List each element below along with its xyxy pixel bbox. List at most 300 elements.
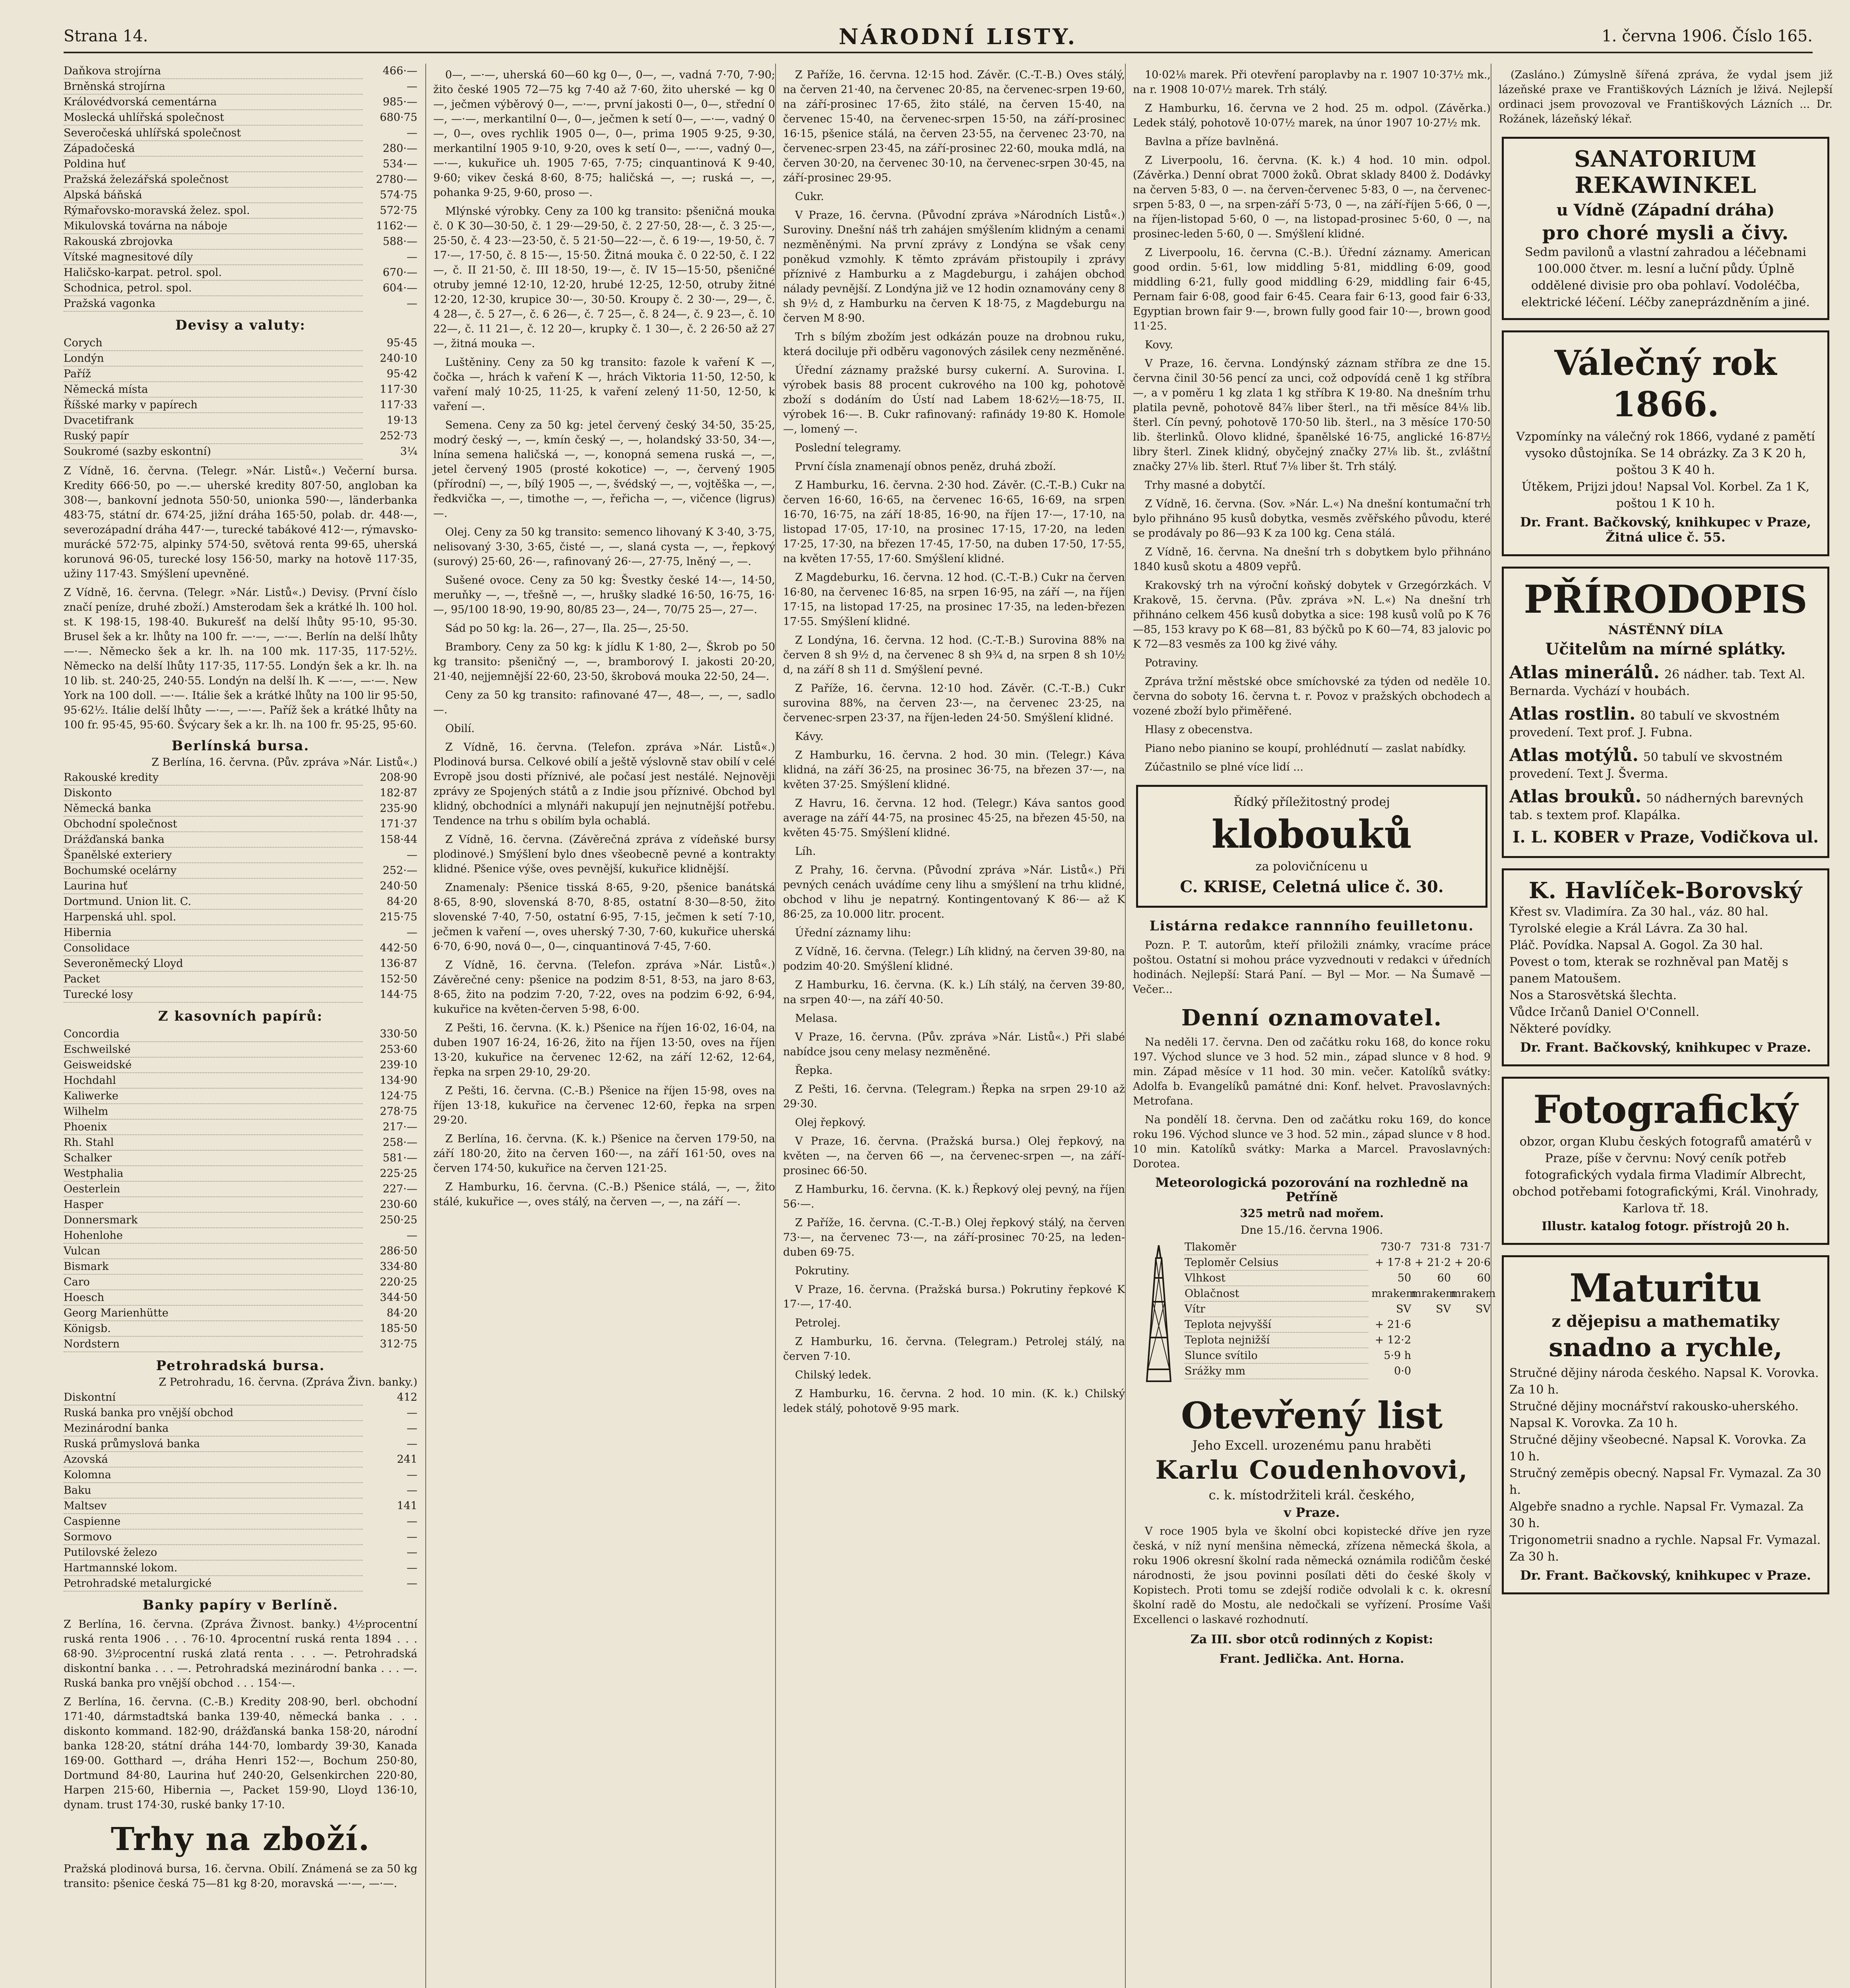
- row-label: Rh. Stahl: [64, 1135, 363, 1151]
- row-label: Donnersmark: [64, 1213, 363, 1228]
- row-label: Dvacetifrank: [64, 413, 363, 429]
- meteo-row: [1185, 1271, 1491, 1286]
- row-value: 240·10: [380, 352, 417, 365]
- war-text: Vzpomínky na válečný rok 1866, vydané z pamětí vysoko důstojníka. Se 14 obrázky. Za 3 K 20 h, poštou 3 K 40 h.: [1516, 430, 1815, 477]
- row-label: Rakouské kredity: [64, 770, 363, 786]
- list-item: Povest o tom, kterak se rozhněval pan Matěj s panem Matoušem.: [1509, 955, 1788, 986]
- article-paragraph: Z Paříže, 16. června. 12·15 hod. Závěr. (C.-T.-B.) Oves stálý, na červen 21·40, na červenec 20·85, na červenec-srpen 19·60, na září-prosinec 17·65, žito stálé, na červen 15·40, na červenec 15·40, na červenec-srpen 15·50, na září-prosinec 16·15, pšenice stálá, na červen 23·55, na červenec 23·70, na červenec-srpen 23·45, na září-prosinec 22·60, mouka mdlá, na červen 30·20, na červenec 30·10, na červenec-srpen 30·45, na září-prosinec 29·95.: [783, 69, 1125, 184]
- row-label: Ruský papír: [64, 429, 363, 444]
- nature-atlas-ad: [1502, 567, 1829, 858]
- table-row: [64, 265, 417, 281]
- row-value: 604·—: [382, 282, 417, 294]
- feuilleton-text: Pozn. P. T. autorům, kteří přiložili známky, vracíme práce poštou. Ostatní si mohou práce vyzvednouti v redakci v úředních hodinách. Nejlepší: Stará Paní. — Byl — Mor. — Na Šumavě — Večer...: [1133, 939, 1491, 996]
- sanatorium-title: SANATORIUM REKAWINKEL: [1574, 146, 1757, 198]
- open-letter-addressee: Karlu Coudenhovovi,: [1155, 1455, 1468, 1485]
- row-value: 334·80: [380, 1260, 417, 1273]
- exchange-table: [64, 64, 417, 312]
- article-paragraph: Z Vídně, 16. června. (Sov. »Nár. L.«) Na dnešní kontumační trh bylo přihnáno 95 kusů dobytka, vesměs zvěřského původu, které se prodávaly po 86—93 K za 100 kg. Cena stálá.: [1133, 498, 1491, 540]
- vienna-evening-report: Z Vídně, 16. června. (Telegr. »Nár. Listů«.) Večerní bursa. Kredity 666·50, po —.— uherské kredity 807·50, angloban ka 308·—, bankovní jednota 550·50, unionka 590·—, länderbanka 483·75, státní dr. 674·25, jižní dráha 165·50, polab. dr. 448·—, severozápadní dráha 447·—, turecké tabákové 412·—, rýmavsko-murácké 572·75, alpinky 574·50, světová renta 99·65, uherská korunová 96·05, turecké losy 156·50, marky na hotově 117·35, užiny 117·43. Smýšlení upevněné.: [64, 465, 417, 580]
- row-label: Westphalia: [64, 1166, 363, 1182]
- petro-title: Petrohradská bursa.: [156, 1358, 325, 1374]
- meteo-label: Teplota nejvyšší: [1185, 1317, 1368, 1333]
- article-paragraph: Z Hamburku, 16. června. (Telegram.) Petrolej stálý, na červen 7·10.: [783, 1336, 1125, 1363]
- meteo-body: [1133, 1240, 1496, 1388]
- war-publisher: Dr. Frant. Bačkovský, knihkupec v Praze, Žitná ulice č. 55.: [1520, 514, 1811, 545]
- row-label: Moslecká uhlířská společnost: [64, 110, 363, 126]
- row-value: 286·50: [380, 1245, 417, 1257]
- article-paragraph: Sád po 50 kg: la. 26—, 27—, Ila. 25—, 25·50.: [445, 622, 689, 635]
- atlas-item: [1509, 786, 1822, 824]
- article-paragraph: 0—, —·—, uherská 60—60 kg 0—, 0—, —, vadná 7·70, 7·90; žito české 1905 72—75 kg 7·40 až 7·60, žito uherské — kg 0—, ječmen výběrový 0—, —·—, první jakosti 0—, 0—, střední 0—, —·—, merkantilní 0—, 0—, ječmen k setí 0—, —·—, vadný 0—, 0—, oves rychlik 1905 0—, 0—, prima 1905 9·25, 9·30, merkantilní 1905 9·10, 9·20, oves k setí 0—, —·—, vadný 0—, —·—, kukuřice uh. 1905 7·65, 7·75; cinquantinová K 9·40, 9·60; vikev česká 8·60, 8·75; haličská —, —; ruská —, —, pohanka 9·25, 9·60, proso —.: [433, 69, 775, 199]
- row-label: Říšské marky v papírech: [64, 398, 363, 413]
- row-label: Severoněmecký Lloyd: [64, 956, 363, 972]
- article-paragraph: Potraviny.: [1145, 657, 1198, 669]
- row-value: 278·75: [380, 1105, 417, 1118]
- meteo-table: [1185, 1240, 1496, 1388]
- article-paragraph: Mlýnské výrobky. Ceny za 100 kg transito: pšeničná mouka č. 0 K 30—30·50, č. 1 29·—29·50, č. 2 27·50, 28·—, č. 3 25·—, 25·50, č. 4 23·—23·50, č. 5 21·50—22·—, č. 6 19·—, 19·50, č. 7 17·—, 17·50, č. 8 15·—, 15·50. Žitná mouka č. 0 22·50, č. I 22—, č. II 21·50, č. III 18·50, 19·—, č. IV 15—15·50, pšeničné otruby jemné 12·10, 12·20, hrubé 12·25, 12·50, otruby žitné 12·20, 12·30, krupice 30·—, 30·50. Kroupy č. 2 30·—, 29—, č. 4 28—, č. 5 27—, č. 6 26—, č. 7 25—, č. 8 24—, č. 9 23—, č. 10 22—, č. 11 21—, č. 12 20—, krupky č. 1 30—, č. 2 26·50 až 27—, žitná mouka —.: [433, 205, 775, 350]
- issue-date: 1. června 1906. Číslo 165.: [1602, 27, 1813, 45]
- meteo-subtitle: 325 metrů nad mořem.: [1240, 1207, 1384, 1220]
- meteo-value: 50: [1397, 1272, 1411, 1284]
- list-item: Pláč. Povídka. Napsal A. Gogol. Za 30 hal.: [1509, 938, 1763, 952]
- row-label: Putilovské železo: [64, 1545, 363, 1561]
- article-paragraph: Zúčastnilo se plné více lidí ...: [1145, 761, 1303, 773]
- article-paragraph: Poslední telegramy.: [795, 442, 902, 454]
- table-row: [64, 79, 417, 95]
- meteo-value: [1411, 1364, 1451, 1379]
- article-paragraph: 10·02⅛ marek. Při otevření paroplavby na r. 1907 10·37½ mk., na r. 1908 10·07½ marek. Trh stálý.: [1133, 69, 1491, 96]
- table-row: [64, 770, 417, 786]
- meteo-value: + 12·2: [1375, 1334, 1411, 1346]
- table-row: [64, 367, 417, 382]
- list-item: Vůdce Irčanů Daniel O'Connell.: [1509, 1005, 1700, 1019]
- maturita-ad: [1502, 1255, 1829, 1594]
- small-ad: (Zasláno.) Zúmyslně šířená zpráva, že vydal jsem již lázeňské praxe ve Františkových Lázních je lživá. Nejlepší ordinaci jsem provozoval ve Františkových Lázních ... Dr. Rožánek, lázeňský lékař.: [1499, 69, 1833, 125]
- foto-ad: [1502, 1077, 1829, 1245]
- article-paragraph: Zpráva tržní městské obce smíchovské za týden od neděle 10. června do soboty 16. června t. r. Povoz v pražských obchodech a vozené zboží bylo přiměřené.: [1133, 676, 1491, 717]
- row-label: Brněnská strojírna: [64, 79, 363, 95]
- table-row: [64, 817, 417, 832]
- row-label: Mezinárodní banka: [64, 1421, 363, 1437]
- article-paragraph: Z Berlína, 16. června. (K. k.) Pšenice na červen 179·50, na září 180·20, žito na červen 160·—, na září 161·50, oves na červen 174·50, kukuřice na červen 121·25.: [433, 1133, 775, 1175]
- table-row: [64, 1027, 417, 1042]
- row-label: Kolomna: [64, 1468, 363, 1483]
- list-item: Trigonometrii snadno a rychle. Napsal Fr. Vymazal. Za 30 h.: [1509, 1533, 1821, 1564]
- table-row: [64, 382, 417, 398]
- column-3: [775, 64, 1125, 1988]
- meteo-value: mrakem: [1371, 1287, 1416, 1300]
- maturita-list: [1509, 1365, 1822, 1565]
- berlin3-text: Z Berlína, 16. června. (C.-B.) Kredity 208·90, berl. obchodní 171·40, dármstadtská banka 139·40, německá banka . . . diskonto kommand. 182·90, drážďanská banka 158·20, národní banka 128·20, státní dráha 144·70, lombardy 39·30, Kanada 169·00. Gotthard —, dráha Henri 152·—, Bochum 250·80, Dortmund 84·80, Laurina huť 240·20, Gelsenkirchen 220·80, Harpen 215·60, Hibernia —, Packet 159·90, Lloyd 136·10, dynam. trust 174·30, ruské banky 17·10.: [64, 1696, 417, 1811]
- sanatorium-sub: u Vídně (Západní dráha): [1556, 201, 1775, 219]
- article-paragraph: Z Hamburku, 16. června. 2 hod. 30 min. (Telegr.) Káva klidná, na září 36·25, na prosinec 36·75, na březen 37·—, na květen 37·25. Smýšlení klidné.: [783, 749, 1125, 791]
- maturita-title: Maturitu: [1569, 1266, 1762, 1310]
- foto-text: obzor, organ Klubu českých fotografů amatérů v Praze, píše v červnu: Nový ceník potřeb fotografických vydala firma Vladimír Albrecht, obchod potřebami fotografickými, Král. Vinohrady, Karlova tř. 18.: [1512, 1135, 1819, 1215]
- table-row: [64, 250, 417, 265]
- atlas-item: [1509, 745, 1822, 782]
- article-paragraph: Chilský ledek.: [795, 1369, 872, 1381]
- row-value: 144·75: [380, 988, 417, 1001]
- table-row: [64, 281, 417, 296]
- row-value: —: [407, 1422, 417, 1435]
- row-label: Hohenlohe: [64, 1228, 363, 1244]
- table-row: [64, 398, 417, 413]
- table-row: [64, 1576, 417, 1592]
- atlas-name: Atlas rostlin.: [1509, 704, 1636, 724]
- table-row: [64, 1135, 417, 1151]
- meteo-label: Tlakoměr: [1185, 1240, 1368, 1255]
- table-row: [64, 1151, 417, 1166]
- row-label: Hoesch: [64, 1290, 363, 1306]
- article-paragraph: Krakovský trh na výroční koňský dobytek v Grzegórzkách. V Krakově, 15. června. (Pův. zpráva »N. L.«) Na dnešní trh přihnáno celkem 456 kusů dobytka a sice: 198 kusů volů po K 76—85, 153 kravy po K 68—81, 83 býčků po K 60—74, 83 jalovic po K 72—83 vesměs za 100 kg živé váhy.: [1133, 579, 1491, 650]
- havlicek-list: [1509, 904, 1822, 1037]
- article-paragraph: Z Paříže, 16. června. 12·10 hod. Závěr. (C.-T.-B.) Cukr surovina 88%, na červen 23·—, na červenec 23·25, na červenec-srpen 23·37, na říjen-leden 24·50. Smýšlení klidné.: [783, 682, 1125, 724]
- table-row: [64, 879, 417, 894]
- row-value: —: [407, 849, 417, 861]
- row-label: Bismark: [64, 1259, 363, 1275]
- article-paragraph: Z Vídně, 16. června. (Telegr.) Líh klidný, na červen 39·80, na podzim 40·20. Smýšlení klidné.: [783, 945, 1125, 973]
- row-value: 84·20: [386, 1307, 417, 1319]
- article-paragraph: Z Hamburku, 16. června. (K. k.) Řepkový olej pevný, na říjen 56·—.: [783, 1183, 1125, 1210]
- open-letter-rank: c. k. místodržiteli král. českého,: [1208, 1487, 1415, 1503]
- article-paragraph: V Praze, 16. června. (Pův. zpráva »Nár. Listů«.) Při slabé nabídce jsou ceny melasy nezměněné.: [783, 1031, 1125, 1058]
- table-row: [64, 1089, 417, 1104]
- havlicek-ad: [1502, 868, 1829, 1066]
- article-paragraph: Z Hamburku, 16. června. (K. k.) Líh stálý, na červen 39·80, na srpen 40·—, na září 40·50.: [783, 979, 1125, 1006]
- row-value: 124·75: [380, 1090, 417, 1102]
- atlas-text: 80 tabulí ve skvostném provedení. Text prof. J. Fubna.: [1509, 709, 1780, 740]
- row-value: 250·25: [380, 1214, 417, 1226]
- row-value: 985·—: [382, 96, 417, 108]
- oznam-title: Denní oznamovatel.: [1181, 1005, 1443, 1031]
- row-label: Španělské exteriery: [64, 848, 363, 863]
- table-row: [64, 1406, 417, 1421]
- meteo-label: Teplota nejnižší: [1185, 1333, 1368, 1348]
- column-1: [64, 64, 417, 1988]
- row-value: 225·25: [380, 1167, 417, 1180]
- row-label: Pražská železářská společnost: [64, 172, 363, 188]
- article-paragraph: Olej. Ceny za 50 kg transito: semenco lihovaný K 3·40, 3·75, nelisovaný 3·30, 3·65, čisté —, —, slaná cysta —, —, řepkový (surový) 25·60, 26·—, rafinovaný 26·—, 27·75, lněný —, —.: [433, 526, 775, 568]
- table-row: [64, 801, 417, 817]
- article-paragraph: Z Londýna, 16. června. 12 hod. (C.-T.-B.) Surovina 88% na červen 8 sh 9½ d, na červenec 8 sh 9¾ d, na srpen 8 sh 10½ d, na září 8 sh 11 d. Smýšlení pevné.: [783, 634, 1125, 676]
- atlas-item: [1509, 662, 1822, 700]
- table-row: [64, 894, 417, 910]
- table-row: [64, 1058, 417, 1073]
- list-item: Tyrolské elegie a Král Lávra. Za 30 hal.: [1509, 922, 1748, 936]
- table-row: [64, 351, 417, 367]
- article-paragraph: Z Hamburku, 16. června ve 2 hod. 25 m. odpol. (Závěrka.) Ledek stálý, pohotově 10·07½ marek, na únor 1907 10·27½ mk.: [1133, 102, 1491, 129]
- article-paragraph: Olej řepkový.: [795, 1116, 866, 1129]
- table-row: [64, 1182, 417, 1197]
- meteo-row: [1185, 1317, 1491, 1333]
- table-row: [64, 863, 417, 879]
- meteo-row: [1185, 1364, 1491, 1379]
- row-label: Turecké losy: [64, 987, 363, 1003]
- foto-title: Fotografický: [1533, 1087, 1798, 1132]
- row-value: 230·60: [380, 1198, 417, 1211]
- row-label: Baku: [64, 1483, 363, 1499]
- atlas-text: 50 tabulí ve skvostném provedení. Text J. Šverma.: [1509, 750, 1783, 781]
- row-label: Caro: [64, 1275, 363, 1290]
- open-letter-text: V roce 1905 byla ve školní obci kopistecké dříve jen ryze česká, v níž nyní menšina německá, zřízena německá škola, a roku 1906 okresní školní rada německá oznámila rodičům české národnosti, že jsou povinni posílati děti do české školy v Kopistech. Proti tomu se zdejší rodiče odvolali k c. k. okresní školní radě do Mostu, ale nedočkali se vyřízení. Prosíme Vaši Excellenci o laskavé rozhodnutí.: [1133, 1525, 1491, 1626]
- row-value: —: [407, 80, 417, 93]
- table-row: [64, 413, 417, 429]
- petro-subtitle: Z Petrohradu, 16. června. (Zpráva Živn. banky.): [159, 1376, 417, 1388]
- meteo-value: 730·7: [1380, 1241, 1411, 1253]
- table-row: [64, 1530, 417, 1545]
- row-label: Poldina huť: [64, 157, 363, 172]
- maturita-publisher: Dr. Frant. Bačkovský, knihkupec v Praze.: [1520, 1568, 1811, 1583]
- row-value: —: [407, 1515, 417, 1528]
- row-label: Kaliwerke: [64, 1089, 363, 1104]
- article-paragraph: V Praze, 16. června. Londýnský záznam stříbra ze dne 15. června činil 30·56 pencí za unci, což odpovídá ceně 1 kg stříbra —, a v poměru 1 kg zlata 1 kg stříbra K 19·80. Na dnešním trhu platila pevně, pohotově 84⅞ liber šterl., na tři měsíce 84⅛ lib. šterl. Cín pevný, pohotově 170·50 lib. šterl., na 3 měsíce 170·50 lib. šterlinků. Olovo klidné, španělské 16·75, anglické 16·87½ libry šterl. Zinek klidný, obyčejný značky 27⅛ lib. št., zvláštní značky 27⅛ lib. šterl. Rtuť 7⅛ liber št. Trh stálý.: [1133, 357, 1491, 473]
- atlas-name: Atlas brouků.: [1509, 786, 1642, 807]
- article-paragraph: Ceny za 50 kg transito: rafinované 47—, 48—, —, —, sadlo —.: [433, 689, 775, 716]
- row-value: 208·90: [380, 771, 417, 784]
- meteo-label: Teploměr Celsius: [1185, 1255, 1368, 1271]
- open-letter-city: v Praze.: [1284, 1505, 1340, 1520]
- hats-post: za polovičnícenu u: [1255, 860, 1368, 874]
- maturita-sub2: snadno a rychle,: [1549, 1333, 1782, 1363]
- article-paragraph: Z Vídně, 16. června. Na dnešní trh s dobytkem bylo přihnáno 1840 kusů skotu a 4809 vepřů.: [1133, 546, 1491, 573]
- row-value: —: [407, 1407, 417, 1419]
- meteo-label: Vítr: [1185, 1302, 1368, 1317]
- feuilleton-title: Listárna redakce rannního feuilletonu.: [1149, 918, 1474, 934]
- row-label: Ruská banka pro vnější obchod: [64, 1406, 363, 1421]
- row-label: Phoenix: [64, 1120, 363, 1135]
- table-row: [64, 1104, 417, 1120]
- nature-title: PŘÍRODOPIS: [1524, 577, 1807, 622]
- row-value: 95·45: [386, 337, 417, 349]
- row-label: Schalker: [64, 1151, 363, 1166]
- article-paragraph: Trh s bílým zbožím jest odkázán pouze na drobnou ruku, která dociluje při odběru vagonových zásilek ceny nezměněné.: [783, 331, 1125, 358]
- table-row: [64, 1166, 417, 1182]
- meteo-value: + 17·8: [1375, 1256, 1411, 1269]
- table-row: [64, 1452, 417, 1468]
- column-4: [1125, 64, 1496, 1988]
- table-row: [64, 95, 417, 110]
- row-label: Rýmařovsko-moravská želez. spol.: [64, 203, 363, 219]
- table-row: [64, 1197, 417, 1213]
- row-value: 280·—: [382, 142, 417, 155]
- row-label: Severočeská uhlířská společnost: [64, 126, 363, 141]
- meteo-value: SV: [1436, 1303, 1451, 1315]
- article-paragraph: Brambory. Ceny za 50 kg: k jídlu K 1·80, 2—, Škrob po 50 kg transito: pšeničný —, —, bramborový I. jakosti 20·20, 21·40, nejjemnější 22·60, 23·50, škrobová mouka 22·50, 24—.: [433, 641, 775, 683]
- article-paragraph: Líh.: [795, 845, 816, 858]
- row-value: 235·90: [380, 802, 417, 815]
- article-paragraph: Z Hamburku, 16. června. 2·30 hod. Závěr. (C.-T.-B.) Cukr na červen 16·60, 16·65, na červenec 16·65, 16·69, na srpen 16·70, 16·75, na září 18·85, 16·90, na říjen 17·—, 17·10, na listopad 17·05, 17·10, na prosinec 17·15, 17·20, na leden 17·25, 17·30, na březen 17·45, 17·50, na duben 17·50, 17·55, na květen 17·55, 17·60. Smýšlení klidné.: [783, 479, 1125, 565]
- table-row: [64, 1321, 417, 1337]
- row-value: 253·60: [380, 1043, 417, 1056]
- row-value: —: [407, 926, 417, 939]
- vienna-devisy-report: Z Vídně, 16. června. (Telegr. »Nár. Listů«.) Devisy. (První číslo značí peníze, druhé zboží.) Amsterodam šek a krátké lh. 100 hol. st. K 198·15, 198·40. Bukurešť na delší lhůty 95·10, 95·30. Brusel šek a kr. lhůty na 100 fr. —·—, —·—. Berlín na delší lhůty —·—. Německo šek a kr. lh. na 100 mk. 117·35, 117·52½. Německo na delší lhůty 117·35, 117·55. Londýn šek a kr. lh. na 10 lib. st. 240·25, 240·55. Londýn na delší lh. K —·—, —·—. New York na 100 doll. —·—. Itálie šek a krátké lhůty na 100 lir 95·50, 95·62½. Itálie delší lhůty —·—, —·—. Paříž šek a krátké lhůty na 100 fr. 95·45, 95·60. Švýcary šek a kr. lh. na 100 fr. 95·25, 95·60.: [64, 586, 417, 731]
- berlin2-title: Banky papíry v Berlíně.: [142, 1597, 339, 1613]
- meteo-row: [1185, 1302, 1491, 1317]
- article-paragraph: Z Paříže, 16. června. (C.-T.-B.) Olej řepkový stálý, na červen 73·—, na červenec 73·—, na září-prosinec 70·25, na leden-duben 69·75.: [783, 1217, 1125, 1258]
- table-row: [64, 941, 417, 956]
- hats-firm: C. KRISE, Celetná ulice č. 30.: [1180, 878, 1444, 896]
- table-row: [64, 1390, 417, 1406]
- row-label: Corych: [64, 336, 363, 351]
- table-row: [64, 1514, 417, 1530]
- article-paragraph: Z Pešti, 16. června. (Telegram.) Řepka na srpen 29·10 až 29·30.: [783, 1083, 1125, 1110]
- row-label: Pražská vagonka: [64, 296, 363, 312]
- open-letter-subtitle: Jeho Excell. urozenému panu hraběti: [1192, 1438, 1431, 1453]
- table-row: [64, 234, 417, 250]
- row-value: 220·25: [380, 1276, 417, 1288]
- table-row: [64, 1290, 417, 1306]
- row-label: Bochumské ocelárny: [64, 863, 363, 879]
- list-item: Stručné dějiny mocnářství rakousko-uherského. Napsal K. Vorovka. Za 10 h.: [1509, 1400, 1799, 1430]
- sanatorium-text: Sedm pavilonů a vlastní zahradou a léčebnami 100.000 čtver. m. lesní a luční půdy. Úplně oddělené divisie pro oba pohlaví. Vodoléčba, elektrické léčení. Léčby zaneprázdněním a jiné.: [1521, 245, 1810, 309]
- atlas-text: 50 nádherných barevných tab. s textem prof. Klapálka.: [1509, 792, 1804, 822]
- row-value: 330·50: [380, 1028, 417, 1040]
- meteo-row: [1185, 1348, 1491, 1364]
- sanatorium-ad: [1502, 137, 1829, 320]
- column-5: [1491, 64, 1833, 1988]
- article-paragraph: Luštěniny. Ceny za 50 kg transito: fazole k vaření K —, čočka —, hrách k vaření K —, hrách Viktoria 11·50, 12·50, k vaření malý 10·25, 11·25, k vaření zelený 11·50, 12·50, k vaření —.: [433, 356, 775, 413]
- article-paragraph: Petrolej.: [795, 1317, 841, 1329]
- row-value: 312·75: [380, 1338, 417, 1350]
- row-value: 588·—: [382, 235, 417, 248]
- row-label: Packet: [64, 972, 363, 987]
- row-value: 240·50: [380, 880, 417, 892]
- row-value: 581·—: [382, 1152, 417, 1164]
- list-item: Některé povídky.: [1509, 1022, 1612, 1036]
- row-value: 241: [397, 1453, 417, 1466]
- article-paragraph: Kávy.: [795, 730, 824, 743]
- petro-table: [64, 1390, 417, 1592]
- havlicek-publisher: Dr. Frant. Bačkovský, knihkupec v Praze.: [1520, 1040, 1811, 1055]
- page-number: Strana 14.: [64, 27, 148, 45]
- open-letter-sig: Za III. sbor otců rodinných z Kopist:: [1190, 1633, 1433, 1646]
- row-value: 412: [397, 1391, 417, 1404]
- article-paragraph: Sušené ovoce. Ceny za 50 kg: Švestky české 14·—, 14·50, meruňky —, —, třešně —, —, hrušky sladké 16·50, 16·75, 16·—, 95/100 18·90, 19·90, 80/85 23—, 24—, 70/75 25—, 27—.: [433, 574, 775, 616]
- article-paragraph: Z Vídně, 16. června. (Telefon. zpráva »Nár. Listů«.) Závěrečné ceny: pšenice na podzim 8·51, 8·53, na jaro 8·63, 8·65, žito na podzim 7·20, 7·22, oves na podzim 6·92, 6·94, kukuřice na květen-červen 5·98, 6·00.: [433, 959, 775, 1015]
- row-value: —: [407, 297, 417, 310]
- article-paragraph: Z Magdeburku, 16. června. 12 hod. (C.-T.-B.) Cukr na červen 16·80, na červenec 16·85, na srpen 16·95, na září —, na říjen 17·15, na listopad 17·25, na prosinec 17·35, na leden-březen 17·55. Smýšlení klidné.: [783, 571, 1125, 628]
- table-row: [64, 1228, 417, 1244]
- row-value: 217·—: [382, 1121, 417, 1133]
- table-row: [64, 1275, 417, 1290]
- berlin2-text: Z Berlína, 16. června. (Zpráva Živnost. banky.) 4½procentní ruská renta 1906 . . . 76·10. 4procentní ruská renta 1894 . . . 68·90. 3½procentní ruská zlatá renta . . . —. Petrohradská diskontní banka . . . —. Petrohradská mezinárodní banka . . . —. Ruská banka pro vnější obchod . . . 154·—.: [64, 1618, 417, 1689]
- row-label: Hibernia: [64, 925, 363, 941]
- row-label: Sormovo: [64, 1530, 363, 1545]
- article-paragraph: V Praze, 16. června. (Pražská bursa.) Olej řepkový, na květen —, na červen 66 —, na červenec-srpen —, na září-prosinec 66·50.: [783, 1135, 1125, 1177]
- row-label: Ruská průmyslová banka: [64, 1437, 363, 1452]
- table-row: [64, 832, 417, 848]
- row-label: Soukromé (sazby eskontní): [64, 444, 363, 460]
- row-value: —: [407, 1531, 417, 1543]
- row-value: 534·—: [382, 158, 417, 170]
- table-row: [64, 296, 417, 312]
- atlas-name: Atlas minerálů.: [1509, 662, 1660, 683]
- meteo-value: SV: [1476, 1303, 1491, 1315]
- cash-table: [64, 1027, 417, 1352]
- row-value: 252·73: [380, 430, 417, 442]
- row-label: Hochdahl: [64, 1073, 363, 1089]
- meteo-date: Dne 15./16. června 1906.: [1240, 1223, 1383, 1237]
- article-paragraph: V Praze, 16. června. (Pražská bursa.) Pokrutiny řepkové K 17·—, 17·40.: [783, 1283, 1125, 1310]
- row-label: Drážďanská banka: [64, 832, 363, 848]
- list-item: Stručný zeměpis obecný. Napsal Fr. Vymazal. Za 30 h.: [1509, 1466, 1821, 1497]
- row-label: Daňkova strojírna: [64, 64, 363, 79]
- war-book-ad: [1502, 330, 1829, 556]
- table-row: [64, 429, 417, 444]
- open-letter-sig-names: Frant. Jedlička. Ant. Horna.: [1219, 1652, 1404, 1666]
- table-row: [64, 1306, 417, 1321]
- table-row: [64, 1213, 417, 1228]
- hats-title: klobouků: [1211, 812, 1412, 857]
- row-label: Německá místa: [64, 382, 363, 398]
- row-label: Londýn: [64, 351, 363, 367]
- article-paragraph: Pokrutiny.: [795, 1265, 850, 1277]
- table-row: [64, 64, 417, 79]
- row-label: Wilhelm: [64, 1104, 363, 1120]
- table-row: [64, 910, 417, 925]
- row-label: Laurina huť: [64, 879, 363, 894]
- meteo-value: 0·0: [1394, 1365, 1411, 1377]
- oznam-text-2: Na pondělí 18. června. Den od začátku roku 169, do konce roku 196. Východ slunce ve 3 hod. 52 min., západ slunce v 8 hod. 10 min. Katolíků svátky: Marka a Marcel. Pravoslavných: Dorotea.: [1133, 1114, 1491, 1170]
- row-label: Západočeská: [64, 141, 363, 157]
- havlicek-title: K. Havlíček-Borovský: [1528, 878, 1803, 904]
- row-value: —: [407, 1577, 417, 1590]
- row-label: Královédvorská cementárna: [64, 95, 363, 110]
- row-value: 215·75: [380, 911, 417, 923]
- maturita-sub: z dějepisu a mathematiky: [1551, 1312, 1780, 1331]
- row-label: Caspienne: [64, 1514, 363, 1530]
- article-paragraph: Piano nebo pianino se koupí, prohlédnutí — zaslat nabídky.: [1145, 742, 1466, 755]
- article-paragraph: Trhy masné a dobytčí.: [1145, 479, 1266, 491]
- table-row: [64, 172, 417, 188]
- row-value: —: [407, 1546, 417, 1559]
- row-value: 84·20: [386, 895, 417, 908]
- petrin-tower-icon: [1133, 1242, 1185, 1385]
- list-item: Stručné dějiny národa českého. Napsal K. Vorovka. Za 10 h.: [1509, 1366, 1819, 1397]
- list-item: Nos a Starosvětská šlechta.: [1509, 988, 1677, 1002]
- meteo-label: Oblačnost: [1185, 1286, 1368, 1302]
- row-value: 680·75: [380, 111, 417, 124]
- meteo-value: SV: [1396, 1303, 1411, 1315]
- row-value: —: [407, 1229, 417, 1242]
- table-row: [64, 188, 417, 203]
- row-label: Geisweidské: [64, 1058, 363, 1073]
- row-label: Schodnica, petrol. spol.: [64, 281, 363, 296]
- row-value: 158·44: [380, 833, 417, 846]
- meteo-row: [1185, 1333, 1491, 1348]
- meteo-value: 731·8: [1420, 1241, 1451, 1253]
- row-label: Paříž: [64, 367, 363, 382]
- row-value: 117·33: [380, 399, 417, 411]
- row-label: Harpenská uhl. spol.: [64, 910, 363, 925]
- row-value: 2780·—: [376, 173, 417, 186]
- row-value: 574·75: [380, 189, 417, 201]
- meteo-row: [1185, 1286, 1496, 1302]
- column-2: [425, 64, 775, 1988]
- table-row: [64, 336, 417, 351]
- meteo-value: [1411, 1348, 1451, 1364]
- meteo-value: + 21·6: [1375, 1318, 1411, 1331]
- meteo-row: [1185, 1240, 1491, 1255]
- article-paragraph: V Praze, 16. června. (Původní zpráva »Národních Listů«.) Suroviny. Dnešní náš trh zahájen smýšlením klidným a cenami nezměněnými. Na první zprávy z Londýna se však ceny poněkud vzmohly. K těmto zprávám přistoupily i zprávy příznivé z Hamburku a z Magdeburgu, i zahájen obchod nálady pevnější. Z Londýna již ve 12 hodin oznamovány ceny 8 sh 9½ d, z Hamburku na červen K 18·75, z Magdeburgu na červen M 8·90.: [783, 209, 1125, 324]
- meteo-value: [1451, 1317, 1491, 1333]
- article-paragraph: Z Liverpoolu, 16. června. (K. k.) 4 hod. 10 min. odpol. (Závěrka.) Denní obrat 7000 žoků. Obrat sklady 8400 ž. Dodávky na červen 5·83, 0 —. na červen-červenec 5·83, 0 —, na červenec-srpen 5·83, 0 —, na srpen-září 5·73, 0 —, na září-říjen 5·66, 0 —, na říjen-listopad 5·60, 0 —, na listopad-prosinec 5·60, 0 —, na prosinec-leden 5·60, 0 —. Smýšlení klidné.: [1133, 154, 1491, 240]
- row-value: 258·—: [382, 1136, 417, 1149]
- column-4-articles: [1133, 68, 1491, 775]
- table-row: [64, 126, 417, 141]
- row-value: 670·—: [382, 266, 417, 279]
- currency-title: Devisy a valuty:: [175, 317, 306, 333]
